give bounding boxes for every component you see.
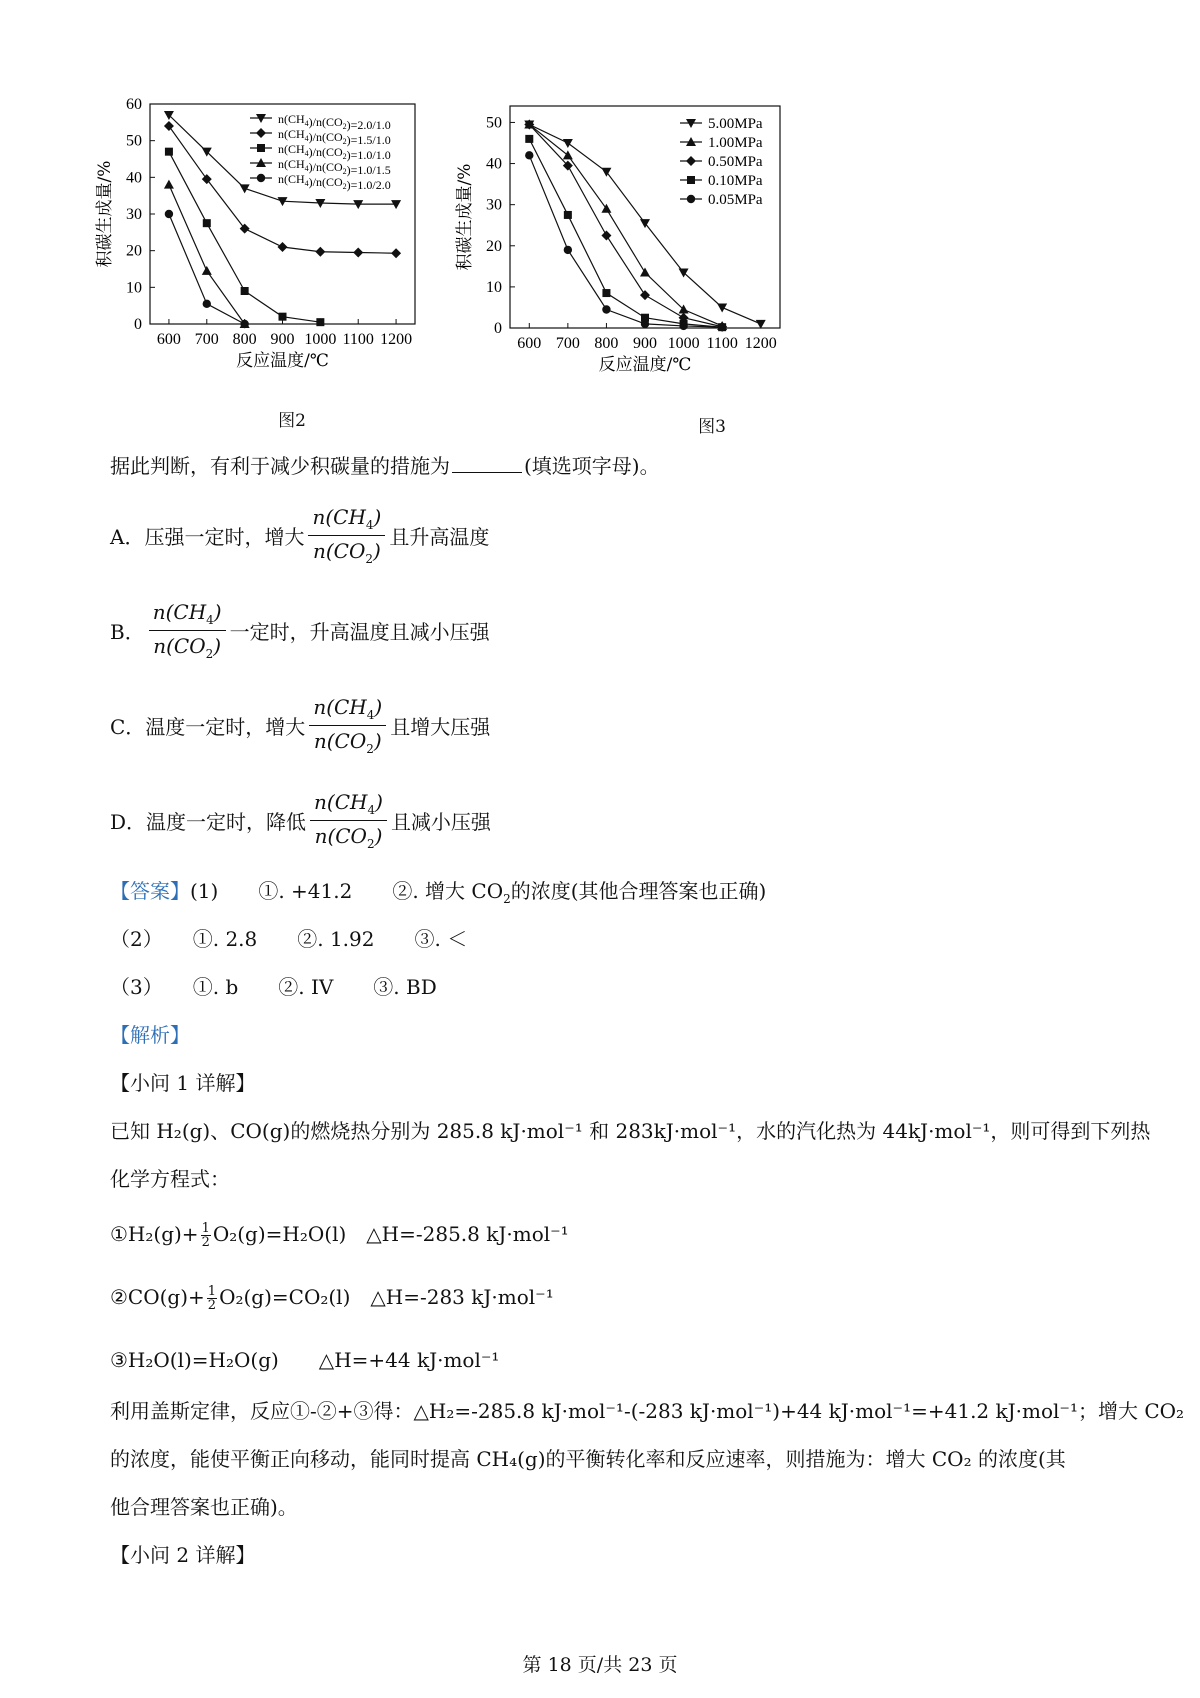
x-tick-label: 700 [555, 335, 580, 352]
series-line [529, 139, 722, 327]
data-point [564, 246, 572, 254]
analysis-paragraph-3: 的浓度，能使平衡正向移动，能同时提高 CH₄(g)的平衡转化率和反应速率，则措施为：增大 CO₂ 的浓度(其 [110, 1447, 1066, 1471]
legend-marker [256, 128, 266, 138]
x-tick-label: 800 [232, 331, 257, 348]
analysis-paragraph-2: 利用盖斯定律，反应①-②+③得：△H₂=-285.8 kJ·mol⁻¹-(-283 kJ·mol⁻¹)+44 kJ·mol⁻¹=+41.2 kJ·mol⁻¹；增大 CO₂ [110, 1399, 1185, 1423]
option-letter: D． [110, 810, 147, 834]
subquestion-1-heading: 【小问 1 详解】 [110, 1071, 256, 1095]
half-fraction: $\frac{1}{2}$ [201, 1221, 210, 1250]
data-point [279, 313, 287, 321]
data-point [164, 121, 174, 131]
data-point [165, 148, 173, 156]
data-point [203, 219, 211, 227]
y-tick-label: 10 [486, 278, 502, 296]
y-tick-label: 0 [134, 316, 142, 333]
x-tick-label: 1100 [342, 331, 374, 348]
data-point [640, 268, 650, 277]
data-point [240, 320, 248, 328]
ratio-fraction: $\frac{n(CH_4)}{n(CO_2)}$ [149, 600, 226, 661]
option-text: 温度一定时，增大 [145, 715, 306, 739]
data-point [718, 323, 726, 331]
option-text-end: 一定时，升高温度且减小压强 [229, 620, 490, 644]
option-b [110, 600, 490, 661]
option-letter: B． [110, 620, 145, 644]
equation-2: ②CO(g)+ $\frac{1}{2}$ O₂(g)=CO₂(l) △H=-283 kJ·mol⁻¹ [110, 1284, 554, 1313]
y-tick-label: 20 [126, 242, 142, 260]
legend-label: 5.00MPa [708, 116, 763, 132]
legend-label: $n(CH_4)/n(CO_2)=1.0/1.5$ [278, 157, 391, 177]
y-tick-label: 10 [126, 279, 142, 297]
question-stem [110, 452, 660, 480]
option-text: 温度一定时，降低 [146, 810, 307, 834]
subquestion-2-heading: 【小问 2 详解】 [110, 1543, 256, 1567]
y-axis-label: 积碳生成量/% [95, 160, 115, 268]
option-c [110, 695, 490, 756]
data-point [563, 139, 573, 148]
y-tick-label: 60 [126, 96, 142, 113]
analysis-label: 【解析】 [110, 1023, 190, 1047]
x-tick-label: 900 [270, 331, 295, 348]
y-tick-label: 40 [126, 169, 142, 187]
legend-marker [257, 144, 265, 152]
x-tick-label: 600 [156, 331, 181, 348]
ratio-fraction: $\frac{n(CH_4)}{n(CO_2)}$ [310, 790, 387, 851]
x-tick-label: 1000 [304, 331, 337, 348]
equation-3: ③H₂O(l)=H₂O(g) △H=+44 kJ·mol⁻¹ [110, 1348, 500, 1372]
option-d [110, 790, 491, 851]
option-a [110, 505, 489, 566]
ratio-fraction: $\frac{n(CH_4)}{n(CO_2)}$ [309, 695, 386, 756]
data-point [563, 150, 573, 159]
legend-label: $n(CH_4)/n(CO_2)=1.0/2.0$ [278, 172, 391, 192]
analysis-paragraph-4: 他合理答案也正确)。 [110, 1495, 298, 1519]
figure-2-chart [95, 96, 480, 400]
data-point [525, 135, 533, 143]
data-point [353, 248, 363, 258]
data-point [640, 290, 650, 300]
data-point [240, 224, 250, 234]
y-tick-label: 20 [486, 237, 502, 255]
legend-marker [687, 176, 695, 184]
y-tick-label: 40 [486, 155, 502, 173]
data-point [165, 210, 173, 218]
page-footer: 第 18 页/共 23 页 [522, 1654, 678, 1676]
answer-line-3: （3） ①. b ②. IV ③. BD [110, 975, 437, 999]
x-tick-label: 1200 [380, 331, 413, 348]
option-letter: C． [110, 715, 146, 739]
y-axis-label: 积碳生成量/% [455, 163, 475, 271]
stem-text: 据此判断，有利于减少积碳量的措施为 [110, 454, 450, 478]
data-point [278, 242, 288, 252]
x-tick-label: 1000 [667, 335, 700, 352]
half-fraction: $\frac{1}{2}$ [207, 1284, 217, 1313]
option-text-end: 且升高温度 [389, 525, 490, 549]
figure-3-caption: 图3 [698, 417, 726, 437]
data-point [602, 289, 610, 297]
ratio-fraction: $\frac{n(CH_4)}{n(CO_2)}$ [308, 505, 385, 566]
figure-3-chart [455, 100, 900, 410]
series-4 [525, 135, 726, 331]
equation-1: ①H₂(g)+ $\frac{1}{2}$ O₂(g)=H₂O(l) △H=-285.8 kJ·mol⁻¹ [110, 1221, 569, 1250]
y-tick-label: 50 [126, 132, 142, 150]
data-point [203, 300, 211, 308]
legend-label: 0.05MPa [708, 192, 763, 208]
legend-label: 1.00MPa [708, 135, 763, 151]
stem-suffix: (填选项字母)。 [524, 454, 660, 478]
legend-marker [687, 195, 695, 203]
carbon-deposit-vs-ratio-chart [95, 96, 480, 400]
x-tick-label: 900 [633, 335, 657, 352]
data-point [316, 318, 324, 326]
figure-2-caption: 图2 [278, 411, 306, 431]
data-point [564, 211, 572, 219]
x-tick-label: 1100 [706, 335, 738, 352]
data-point [717, 303, 727, 312]
answer-line-2: （2） ①. 2.8 ②. 1.92 ③. ＜ [110, 927, 468, 951]
x-tick-label: 1200 [744, 335, 777, 352]
data-point [315, 247, 325, 257]
analysis-paragraph-1b: 化学方程式： [110, 1167, 230, 1191]
x-tick-label: 600 [517, 335, 542, 352]
data-point [241, 287, 249, 295]
x-axis-label: 反应温度/℃ [598, 355, 692, 375]
data-point [679, 322, 687, 330]
data-point [641, 320, 649, 328]
data-point [164, 180, 174, 189]
y-tick-label: 30 [126, 206, 142, 223]
legend-marker [686, 156, 696, 166]
legend-label: 0.50MPa [708, 154, 763, 170]
x-tick-label: 700 [194, 331, 219, 348]
option-text-end: 且增大压强 [390, 715, 491, 739]
data-point [602, 305, 610, 313]
y-tick-label: 30 [486, 196, 502, 214]
legend-label: $n(CH_4)/n(CO_2)=1.0/1.0$ [278, 142, 391, 162]
data-point [601, 168, 611, 177]
legend-label: $n(CH_4)/n(CO_2)=2.0/1.0$ [278, 112, 391, 132]
data-point [391, 248, 401, 258]
data-point [601, 231, 611, 241]
data-point [240, 184, 250, 193]
data-point [525, 151, 533, 159]
data-point [202, 266, 212, 275]
data-point [601, 204, 611, 213]
answer-line-1: 【答案】(1) ①. +41.2 ②. 增大 $CO_2$的浓度(其他合理答案也正确) [110, 879, 767, 906]
x-axis-label: 反应温度/℃ [236, 351, 329, 371]
y-tick-label: 50 [486, 114, 502, 132]
analysis-paragraph-1: 已知 H₂(g)、CO(g)的燃烧热分别为 285.8 kJ·mol⁻¹ 和 283kJ·mol⁻¹，水的汽化热为 44kJ·mol⁻¹，则可得到下列热 [110, 1119, 1151, 1143]
option-text: 压强一定时，增大 [144, 525, 305, 549]
y-tick-label: 0 [494, 320, 502, 337]
legend-label: $n(CH_4)/n(CO_2)=1.5/1.0$ [278, 127, 391, 147]
legend-label: 0.10MPa [708, 173, 763, 189]
option-letter: A． [110, 525, 145, 549]
answer-blank [452, 454, 522, 473]
x-tick-label: 800 [594, 335, 619, 352]
legend-marker [257, 174, 265, 182]
series-3 [524, 120, 727, 332]
answer-label: 【答案】 [110, 879, 190, 903]
carbon-deposit-vs-pressure-chart [455, 100, 900, 410]
data-point [202, 174, 212, 184]
option-text-end: 且减小压强 [390, 810, 491, 834]
